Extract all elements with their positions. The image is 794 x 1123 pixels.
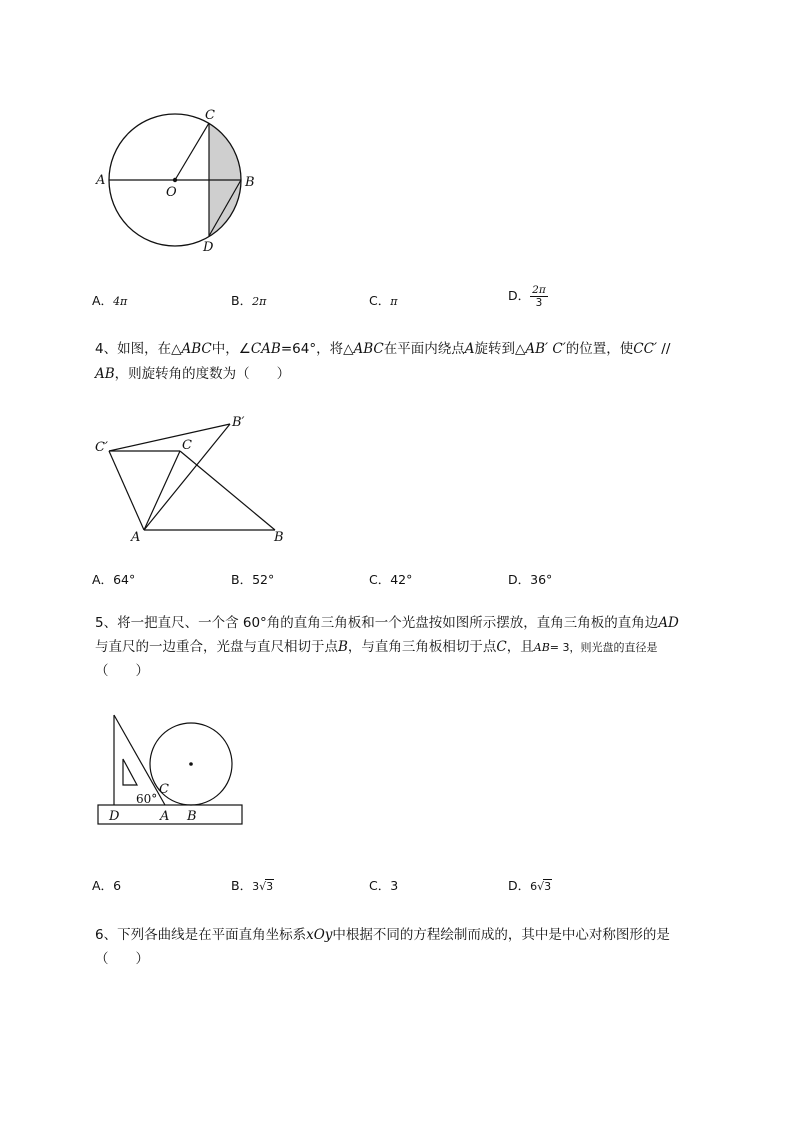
option-letter: C． (369, 878, 391, 893)
q5-option-a[interactable] (92, 876, 121, 894)
point-c-label: C (205, 108, 215, 123)
q4-option-b[interactable] (231, 570, 274, 588)
option-value: 3 (390, 878, 399, 893)
option-letter: A． (92, 878, 114, 893)
point-d-label: D (203, 240, 214, 255)
point-b-prime-label: B′ (232, 415, 245, 430)
q3-option-d[interactable] (508, 284, 548, 309)
fraction-denominator: 3 (535, 297, 543, 309)
option-value: 64° (113, 572, 136, 587)
option-value: 6 (113, 878, 122, 893)
option-value: 4π (113, 295, 128, 308)
fraction (530, 284, 548, 309)
ruler-triangle-disc-figure (90, 705, 250, 830)
q5-stem-line-2: 与直尺的一边重合，光盘与直尺相切于点B，与直角三角板相切于点C，且AB= 3，则光盘的直径是 (95, 639, 658, 655)
rotation-figure (90, 405, 300, 550)
option-letter: D． (508, 572, 531, 587)
q3-option-b[interactable] (231, 291, 266, 309)
q4-option-a[interactable] (92, 570, 135, 588)
option-letter: A． (92, 572, 114, 587)
fraction-numerator: 2π (532, 284, 546, 296)
q4-option-c[interactable] (369, 570, 412, 588)
q5-stem-line-1: 5、将一把直尺、一个含 60°角的直角三角板和一个光盘按如图所示摆放，直角三角板的直角边AD (95, 615, 679, 631)
option-value: 36° (530, 572, 553, 587)
q6-stem-line-1: 6、下列各曲线是在平面直角坐标系xOy中根据不同的方程绘制而成的，其中是中心对称图形的是 (95, 927, 670, 943)
option-letter: B． (231, 293, 253, 308)
q4-option-d[interactable] (508, 570, 552, 588)
radical-coefficient: 6 (530, 880, 538, 893)
q4-stem-line-2: AB，则旋转角的度数为（ ） (95, 366, 291, 382)
q5-stem-line-3: （ ） (95, 663, 149, 679)
point-c-label: C (159, 782, 169, 797)
q6-stem-line-2: （ ） (95, 951, 149, 967)
point-a-label: A (131, 530, 141, 545)
q5-option-b[interactable] (231, 876, 274, 894)
point-b-label: B (245, 175, 255, 190)
q3-option-a[interactable] (92, 291, 127, 309)
point-a-label: A (160, 809, 170, 824)
q5-option-c[interactable] (369, 876, 398, 894)
option-value: 2π (252, 295, 267, 308)
option-value: π (390, 295, 398, 308)
option-letter: C． (369, 293, 391, 308)
option-letter: D． (508, 288, 531, 303)
point-c-prime-label: C′ (95, 440, 108, 455)
point-o-label: O (166, 185, 177, 200)
q3-option-c[interactable] (369, 291, 397, 309)
radicand: 3 (544, 880, 552, 893)
option-letter: B． (231, 878, 253, 893)
point-d-label: D (109, 809, 120, 824)
radical-sign: √ (259, 880, 267, 893)
point-b-label: B (187, 809, 197, 824)
option-letter: B． (231, 572, 253, 587)
point-a-label: A (96, 173, 106, 188)
radical-sign: √ (537, 880, 545, 893)
point-c-label: C (182, 438, 192, 453)
point-b-label: B (274, 530, 284, 545)
radical-coefficient: 3 (252, 880, 260, 893)
radicand: 3 (266, 880, 274, 893)
circle-figure (90, 100, 270, 260)
angle-60-label: 60° (136, 792, 158, 806)
option-letter: D． (508, 878, 531, 893)
option-value: 52° (252, 572, 275, 587)
q5-option-d[interactable] (508, 876, 552, 894)
option-letter: A． (92, 293, 114, 308)
option-letter: C． (369, 572, 391, 587)
option-value: 42° (390, 572, 413, 587)
q4-stem-line-1: 4、如图，在△ABC中，∠CAB=64°，将△ABC在平面内绕点A旋转到△AB′ C′的位置，使CC′ // (95, 341, 671, 357)
